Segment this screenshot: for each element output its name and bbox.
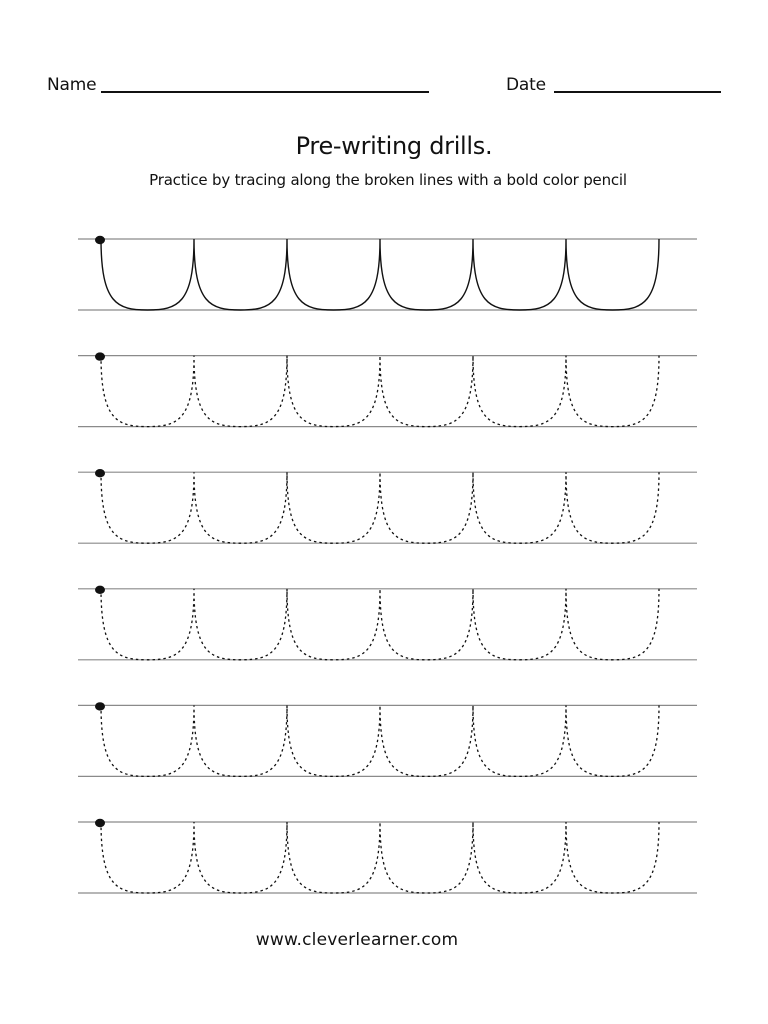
arch-stroke-tracing (101, 705, 659, 776)
start-dot (95, 469, 105, 477)
arch-stroke-tracing (101, 472, 659, 543)
drill-row (78, 352, 697, 426)
start-dot (95, 352, 105, 360)
date-label: Date (506, 75, 546, 95)
website-footer: www.cleverlearner.com (255, 930, 459, 950)
drill-row (78, 586, 697, 660)
drill-row (78, 469, 697, 543)
start-dot (95, 702, 105, 710)
arch-stroke-tracing (101, 589, 659, 660)
drill-row (78, 702, 697, 776)
arch-stroke-tracing (101, 822, 659, 893)
start-dot (95, 236, 105, 244)
arch-stroke-tracing (101, 356, 659, 427)
name-label: Name (47, 75, 97, 95)
start-dot (95, 586, 105, 594)
worksheet-instructions: Practice by tracing along the broken lines with a bold color pencil (149, 171, 627, 189)
drill-row (78, 819, 697, 893)
start-dot (95, 819, 105, 827)
drill-row (78, 236, 697, 310)
arch-stroke-example (101, 239, 659, 310)
worksheet-title: Pre-writing drills. (295, 132, 493, 160)
